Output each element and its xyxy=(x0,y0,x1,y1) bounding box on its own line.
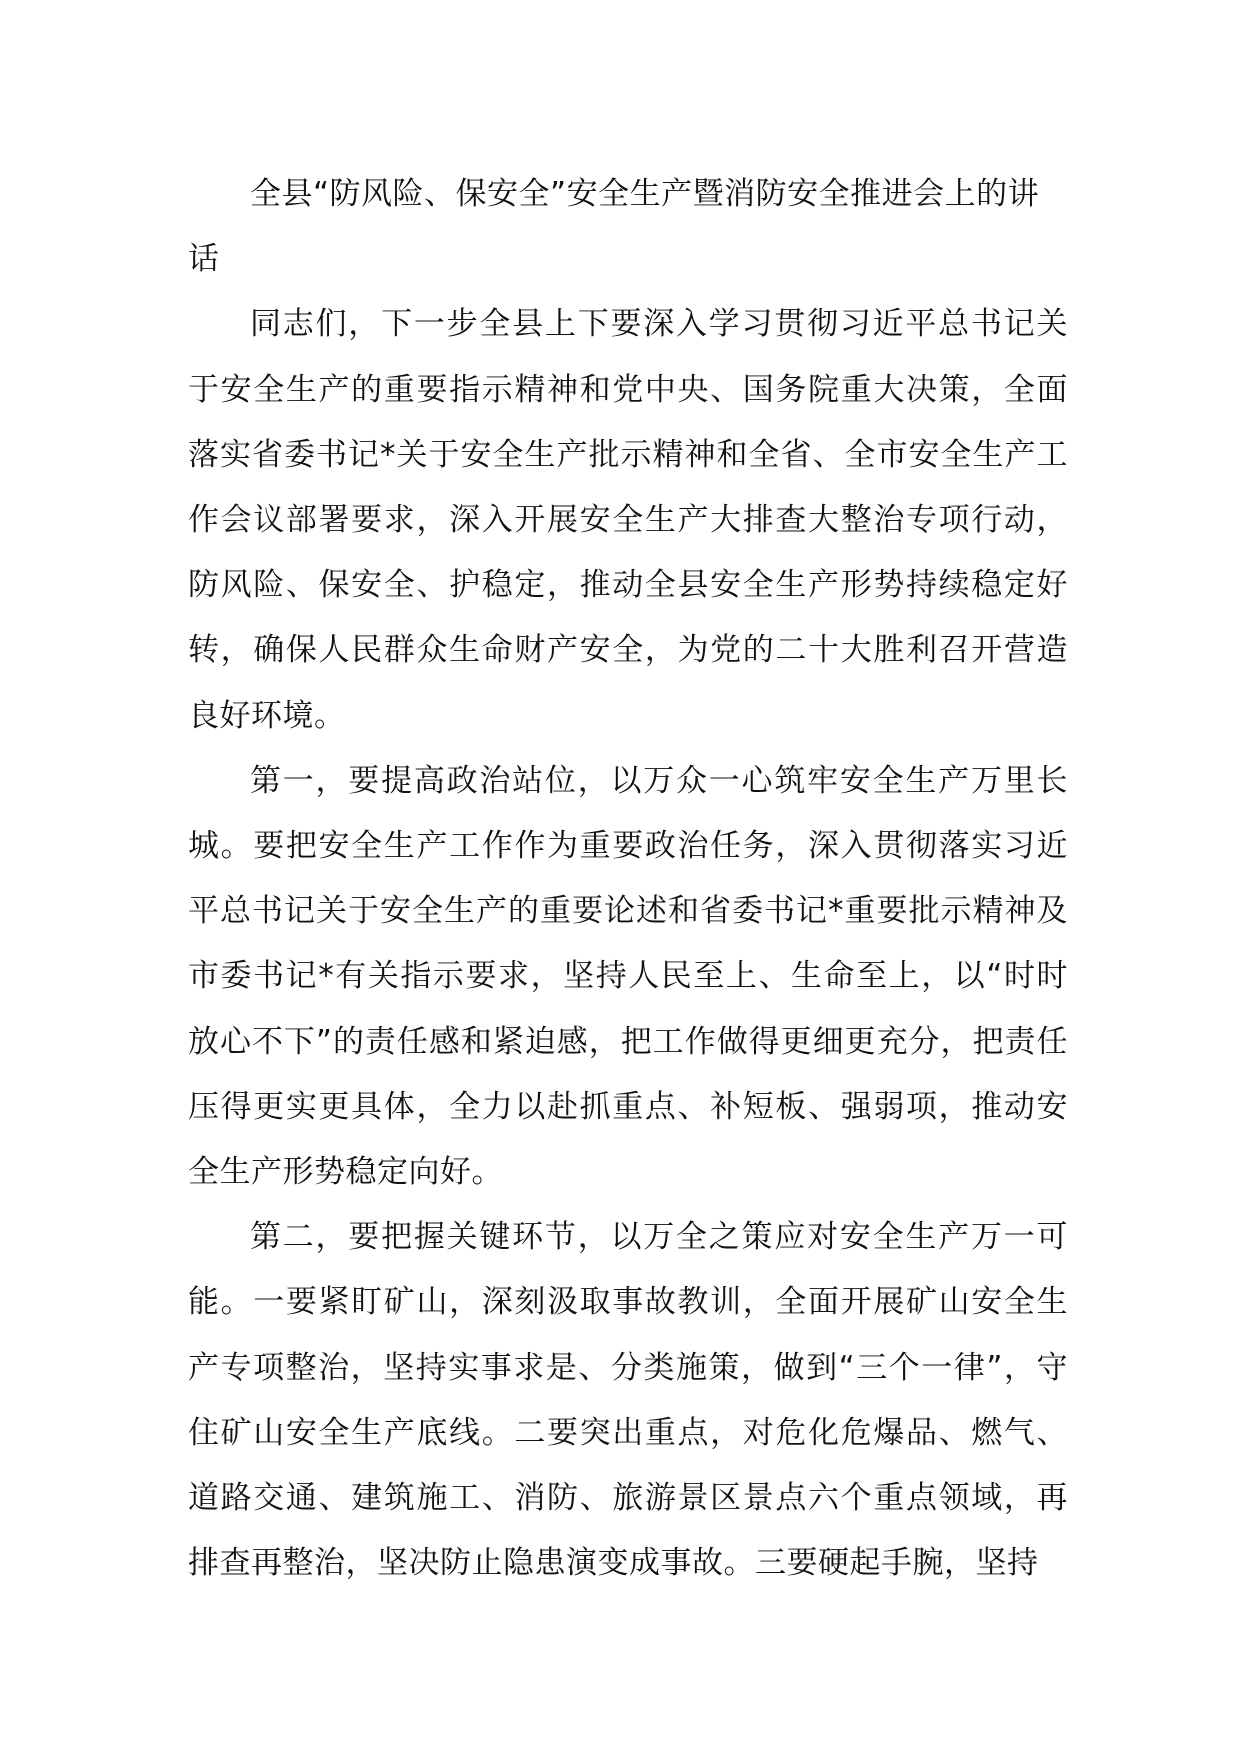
speech-title: 全县“防风险、保安全”安全生产暨消防安全推进会上的讲话 xyxy=(188,176,1040,278)
document-body xyxy=(188,162,1068,1596)
paragraph-first-point: 第一，要提高政治站位，以万众一心筑牢安全生产万里长城。要把安全生产工作作为重要政治任务，深入贯彻落实习近平总书记关于安全生产的重要论述和省委书记*重要批示精神及市委书记*有关指示要求，坚持人民至上、生命至上，以“时时放心不下”的责任感和紧迫感，把工作做得更细更充分，把责任压得更实更具体，全力以赴抓重点、补短板、强弱项，推动安全生产形势稳定向好。 xyxy=(188,762,1068,1191)
paragraph-opening: 同志们，下一步全县上下要深入学习贯彻习近平总书记关于安全生产的重要指示精神和党中央、国务院重大决策，全面落实省委书记*关于安全生产批示精神和全省、全市安全生产工作会议部署要求，深入开展安全生产大排查大整治专项行动，防风险、保安全、护稳定，推动全县安全生产形势持续稳定好转，确保人民群众生命财产安全，为党的二十大胜利召开营造良好环境。 xyxy=(188,306,1068,734)
paragraph-second-point: 第二，要把握关键环节，以万全之策应对安全生产万一可能。一要紧盯矿山，深刻汲取事故教训，全面开展矿山安全生产专项整治，坚持实事求是、分类施策，做到“三个一律”，守住矿山安全生产底线。二要突出重点，对危化危爆品、燃气、道路交通、建筑施工、消防、旅游景区景点六个重点领域，再排查再整治，坚决防止隐患演变成事故。三要硬起手腕，坚持 xyxy=(188,1219,1068,1582)
